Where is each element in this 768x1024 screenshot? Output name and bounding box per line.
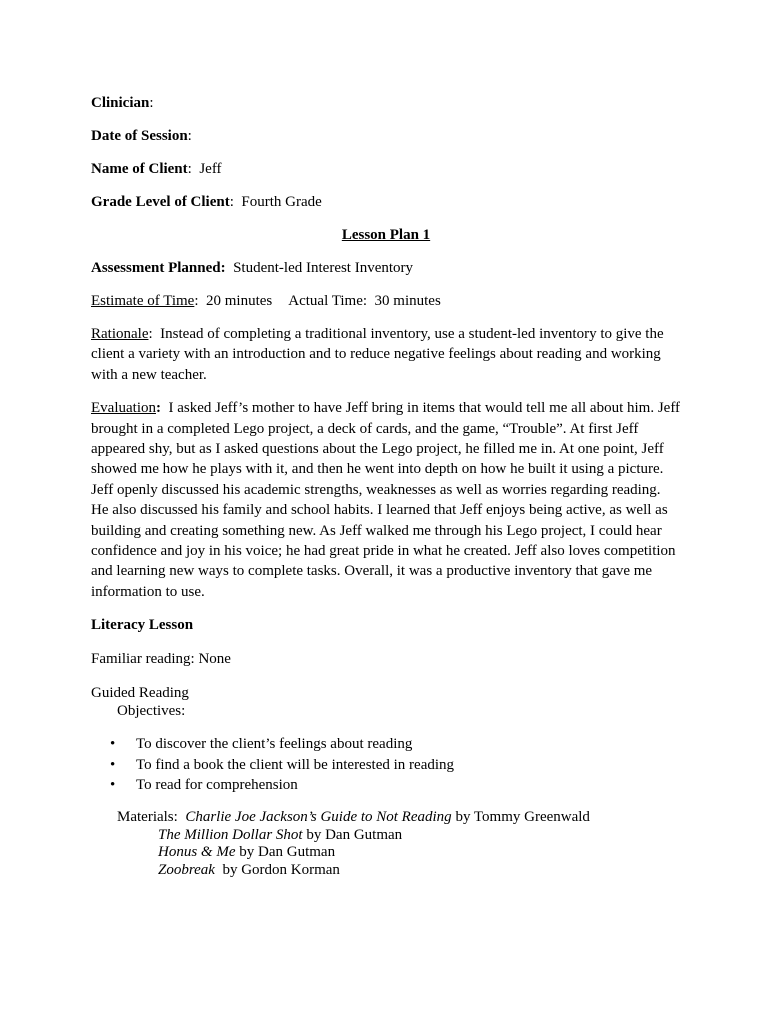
list-item	[110, 775, 681, 795]
materials-line	[117, 827, 681, 845]
objectives-list	[91, 734, 681, 795]
book-author: by Gordon Korman	[222, 861, 340, 878]
materials-line	[117, 844, 681, 862]
rationale-text: Instead of completing a traditional inventory, use a student-led inventory to give the client a variety with an introduction and to reduce negative feelings about reading and working with a new teacher.	[91, 326, 664, 383]
client-name-label: Name of Client	[91, 161, 188, 177]
date-label: Date of Session	[91, 128, 188, 144]
client-name-value: Jeff	[199, 161, 222, 177]
familiar-reading: Familiar reading: None	[91, 651, 231, 668]
client-name-field: Name of Client: Jeff	[91, 161, 222, 177]
book-title: Charlie Joe Jackson’s Guide to Not Reading	[185, 809, 452, 826]
objective-text: To find a book the client will be interested in reading	[136, 756, 455, 773]
objective-text: To read for comprehension	[136, 776, 298, 793]
evaluation-paragraph: Evaluation: I asked Jeff’s mother to have Jeff bring in items that would tell me all about him. Jeff brought in a completed Lego project, a deck of cards, and the game, “Trouble”. At first Jeff appeared shy, but as I asked questions about the Lego project, he filled me in. At one point, Jeff showed me how he plays with it, and then he went into depth on how he built it using a picture. Jeff openly discussed his academic strengths, weaknesses as well as worries regarding reading. He also discussed his family and school habits. I learned that Jeff enjoys being active, as well as building and creating something new. As Jeff walked me through his Lego project, I could hear confidence and joy in his voice; he had great pride in what he created. Jeff also loves competition and learning new ways to complete tasks. Overall, it was a productive inventory that gave me information to use.	[91, 400, 681, 600]
grade-level-value: Fourth Grade	[241, 194, 322, 210]
book-author: by Tommy Greenwald	[455, 809, 590, 826]
lesson-plan-title: Lesson Plan 1	[341, 227, 431, 243]
rationale-paragraph: Rationale: Instead of completing a traditional inventory, use a student-led inventory to give the client a variety with an introduction and to reduce negative feelings about reading and working with a new teacher.	[91, 326, 664, 383]
materials-block	[91, 809, 681, 879]
assessment-label: Assessment Planned:	[91, 260, 226, 276]
list-item	[110, 755, 681, 775]
list-item	[110, 734, 681, 754]
book-title: The Million Dollar Shot	[158, 826, 303, 843]
bullet-icon: •	[110, 736, 116, 753]
bullet-icon: •	[110, 756, 116, 773]
assessment-field	[91, 258, 681, 278]
estimate-time-value: 20 minutes	[206, 293, 273, 309]
assessment-value: Student-led Interest Inventory	[233, 260, 414, 276]
evaluation-label: Evaluation	[91, 400, 156, 417]
estimate-time-label: Estimate of Time	[91, 293, 195, 309]
clinician-field: Clinician:	[91, 95, 154, 111]
book-author: by Dan Gutman	[239, 844, 336, 861]
literacy-lesson-heading: Literacy Lesson	[91, 617, 194, 634]
rationale-label: Rationale	[91, 326, 149, 342]
objectives-label: Objectives:	[117, 703, 186, 720]
date-field: Date of Session:	[91, 128, 192, 144]
actual-time-label: Actual Time:	[288, 293, 368, 309]
grade-level-label: Grade Level of Client	[91, 194, 230, 210]
actual-time-value: 30 minutes	[374, 293, 441, 309]
document-page	[91, 93, 681, 879]
bullet-icon: •	[110, 776, 116, 793]
book-author: by Dan Gutman	[306, 826, 403, 843]
materials-line	[117, 862, 681, 880]
materials-line	[117, 809, 681, 827]
grade-level-field: Grade Level of Client: Fourth Grade	[91, 194, 322, 210]
materials-label: Materials:	[117, 809, 178, 826]
objective-text: To discover the client’s feelings about reading	[136, 736, 413, 753]
book-title: Honus & Me	[158, 844, 236, 861]
book-title: Zoobreak	[158, 861, 215, 878]
guided-reading-heading: Guided Reading	[91, 685, 189, 702]
evaluation-text: I asked Jeff’s mother to have Jeff bring in items that would tell me all about him. Jeff brought in a completed Lego project, a deck of cards, and the game, “Trouble”. At first Jeff appeared shy, but as I asked questions about the Lego project, he filled me in. At one point, Jeff showed me how he plays with it, and then he went into depth on how he built it using a picture. Jeff openly discussed his academic strengths, weaknesses as well as worries regarding reading. He also discussed his family and school habits. I learned that Jeff enjoys being active, as well as building and creating something new. As Jeff walked me through his Lego project, I could hear confidence and joy in his voice; he had great pride in what he created. Jeff also loves competition and learning new ways to complete tasks. Overall, it was a productive inventory that gave me information to use.	[91, 400, 681, 600]
time-field: Estimate of Time: 20 minutes Actual Time: 30 minutes	[91, 293, 441, 309]
clinician-label: Clinician	[91, 95, 150, 111]
